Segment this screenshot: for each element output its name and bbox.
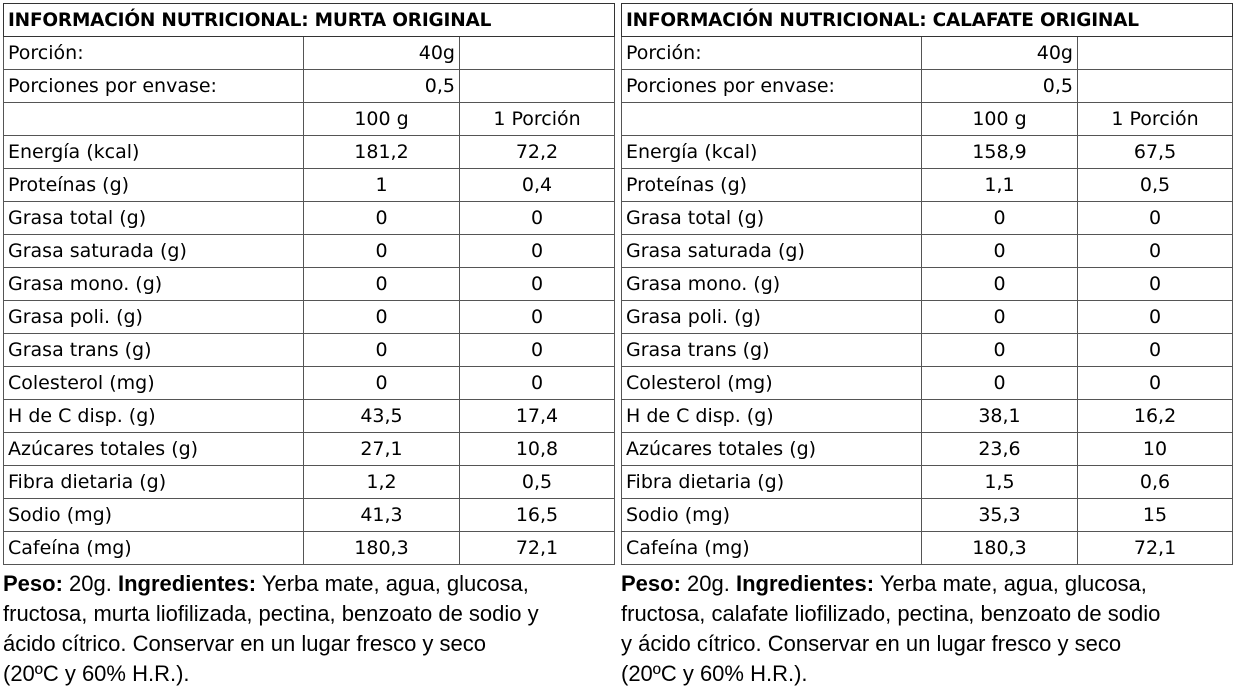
portion-label: Porción: [4, 37, 304, 70]
value-100g: 43,5 [304, 400, 460, 433]
column-header-portion: 1 Porción [1078, 103, 1233, 136]
ingredients-line [621, 569, 1236, 599]
value-100g: 0 [922, 268, 1078, 301]
table-row [4, 235, 615, 268]
table-row [4, 268, 615, 301]
per-pack-value: 0,5 [304, 70, 460, 103]
nutrient-label: Sodio (mg) [4, 499, 304, 532]
ingredients-line-4: (20ºC y 60% H.R.). [621, 661, 808, 686]
table-row [622, 169, 1233, 202]
value-portion: 16,2 [1078, 400, 1233, 433]
nutrient-label: Proteínas (g) [622, 169, 922, 202]
ingredients-label: Ingredientes: [117, 571, 257, 596]
value-100g: 0 [922, 301, 1078, 334]
table-row [4, 400, 615, 433]
column-header-portion: 1 Porción [460, 103, 615, 136]
table-row [622, 334, 1233, 367]
table-title: INFORMACIÓN NUTRICIONAL: MURTA ORIGINAL [4, 4, 615, 37]
nutrient-label: Grasa mono. (g) [622, 268, 922, 301]
table-row [4, 301, 615, 334]
empty-cell [1078, 37, 1233, 70]
nutrient-label: Cafeína (mg) [4, 532, 304, 565]
nutrient-label: Energía (kcal) [622, 136, 922, 169]
value-portion: 0,4 [460, 169, 615, 202]
ingredients-line-2: fructosa, calafate liofilizado, pectina, benzoato de sodio [621, 601, 1161, 626]
value-portion: 0 [1078, 334, 1233, 367]
empty-cell [460, 70, 615, 103]
value-100g: 41,3 [304, 499, 460, 532]
nutrition-table [621, 3, 1233, 565]
value-100g: 38,1 [922, 400, 1078, 433]
table-row [622, 202, 1233, 235]
ingredients-text-murta [3, 569, 618, 689]
ingredients-line-3: ácido cítrico. Conservar en un lugar fresco y seco [3, 631, 487, 656]
nutrient-label: Grasa saturada (g) [622, 235, 922, 268]
value-portion: 72,2 [460, 136, 615, 169]
nutrient-label: Azúcares totales (g) [4, 433, 304, 466]
value-portion: 72,1 [1078, 532, 1233, 565]
table-row [4, 136, 615, 169]
value-100g: 0 [304, 268, 460, 301]
value-portion: 10,8 [460, 433, 615, 466]
value-100g: 0 [304, 367, 460, 400]
value-100g: 0 [304, 301, 460, 334]
weight-value: 20g. [62, 571, 118, 596]
value-100g: 158,9 [922, 136, 1078, 169]
portion-label: Porción: [622, 37, 922, 70]
value-100g: 0 [304, 334, 460, 367]
value-portion: 0 [460, 334, 615, 367]
nutrient-label: Colesterol (mg) [622, 367, 922, 400]
nutrient-label: Grasa poli. (g) [622, 301, 922, 334]
table-row [622, 466, 1233, 499]
nutrient-label: Proteínas (g) [4, 169, 304, 202]
table-row [622, 235, 1233, 268]
table-title-row [4, 4, 615, 37]
nutrient-label: Grasa trans (g) [4, 334, 304, 367]
table-title-row [622, 4, 1233, 37]
table-row [622, 433, 1233, 466]
empty-cell [460, 37, 615, 70]
value-100g: 181,2 [304, 136, 460, 169]
ingredients-line-3: y ácido cítrico. Conservar en un lugar fresco y seco [621, 631, 1122, 656]
nutrient-label: Fibra dietaria (g) [622, 466, 922, 499]
value-portion: 72,1 [460, 532, 615, 565]
portion-row [4, 37, 615, 70]
value-100g: 23,6 [922, 433, 1078, 466]
value-100g: 27,1 [304, 433, 460, 466]
table-row [4, 433, 615, 466]
table-row [622, 268, 1233, 301]
nutrient-label: Azúcares totales (g) [622, 433, 922, 466]
value-100g: 0 [922, 202, 1078, 235]
table-row [622, 400, 1233, 433]
nutrient-label: H de C disp. (g) [4, 400, 304, 433]
per-pack-value: 0,5 [922, 70, 1078, 103]
value-100g: 0 [922, 367, 1078, 400]
nutrient-label: Grasa mono. (g) [4, 268, 304, 301]
table-row [622, 367, 1233, 400]
value-portion: 16,5 [460, 499, 615, 532]
ingredients-line-1: Yerba mate, agua, glucosa, [874, 571, 1147, 596]
portion-value: 40g [304, 37, 460, 70]
table-row [4, 367, 615, 400]
table-row [4, 532, 615, 565]
value-100g: 35,3 [922, 499, 1078, 532]
table-row [4, 169, 615, 202]
table-row [4, 334, 615, 367]
nutrient-label: Colesterol (mg) [4, 367, 304, 400]
nutrition-panel-murta [3, 3, 614, 565]
per-pack-row [622, 70, 1233, 103]
empty-cell [622, 103, 922, 136]
value-100g: 1,2 [304, 466, 460, 499]
value-portion: 0 [1078, 301, 1233, 334]
column-header-row [4, 103, 615, 136]
value-portion: 15 [1078, 499, 1233, 532]
table-row [622, 532, 1233, 565]
table-row [4, 466, 615, 499]
portion-value: 40g [922, 37, 1078, 70]
ingredients-line-4: (20ºC y 60% H.R.). [3, 661, 190, 686]
value-portion: 0 [1078, 268, 1233, 301]
weight-value: 20g. [680, 571, 736, 596]
value-portion: 67,5 [1078, 136, 1233, 169]
value-100g: 180,3 [304, 532, 460, 565]
value-portion: 0 [1078, 202, 1233, 235]
nutrient-label: Grasa total (g) [4, 202, 304, 235]
ingredients-line-2: fructosa, murta liofilizada, pectina, benzoato de sodio y [3, 601, 539, 626]
value-portion: 0,6 [1078, 466, 1233, 499]
value-100g: 1,5 [922, 466, 1078, 499]
nutrient-label: Grasa saturada (g) [4, 235, 304, 268]
value-100g: 1 [304, 169, 460, 202]
value-100g: 0 [922, 235, 1078, 268]
value-portion: 0,5 [460, 466, 615, 499]
value-100g: 0 [304, 235, 460, 268]
value-portion: 10 [1078, 433, 1233, 466]
table-row [4, 202, 615, 235]
column-header-row [622, 103, 1233, 136]
value-100g: 180,3 [922, 532, 1078, 565]
value-100g: 1,1 [922, 169, 1078, 202]
column-header-100g: 100 g [922, 103, 1078, 136]
value-portion: 0 [460, 202, 615, 235]
weight-label: Peso: [3, 571, 63, 596]
value-portion: 0 [460, 301, 615, 334]
table-row [622, 136, 1233, 169]
value-portion: 0 [460, 235, 615, 268]
nutrient-label: H de C disp. (g) [622, 400, 922, 433]
empty-cell [1078, 70, 1233, 103]
per-pack-label: Porciones por envase: [4, 70, 304, 103]
value-portion: 0 [460, 367, 615, 400]
nutrition-table [3, 3, 615, 565]
empty-cell [4, 103, 304, 136]
ingredients-label: Ingredientes: [735, 571, 875, 596]
ingredients-line-1: Yerba mate, agua, glucosa, [256, 571, 529, 596]
value-portion: 0 [1078, 367, 1233, 400]
per-pack-label: Porciones por envase: [622, 70, 922, 103]
table-title: INFORMACIÓN NUTRICIONAL: CALAFATE ORIGINAL [622, 4, 1233, 37]
table-row [4, 499, 615, 532]
ingredients-line [3, 569, 618, 599]
value-portion: 17,4 [460, 400, 615, 433]
nutrient-label: Fibra dietaria (g) [4, 466, 304, 499]
value-100g: 0 [304, 202, 460, 235]
column-header-100g: 100 g [304, 103, 460, 136]
value-portion: 0 [460, 268, 615, 301]
nutrient-label: Grasa total (g) [622, 202, 922, 235]
value-portion: 0,5 [1078, 169, 1233, 202]
nutrient-label: Sodio (mg) [622, 499, 922, 532]
value-portion: 0 [1078, 235, 1233, 268]
table-row [622, 499, 1233, 532]
weight-label: Peso: [621, 571, 681, 596]
portion-row [622, 37, 1233, 70]
nutrient-label: Energía (kcal) [4, 136, 304, 169]
nutrition-panel-calafate [621, 3, 1232, 565]
table-row [622, 301, 1233, 334]
per-pack-row [4, 70, 615, 103]
nutrient-label: Grasa trans (g) [622, 334, 922, 367]
nutrient-label: Cafeína (mg) [622, 532, 922, 565]
value-100g: 0 [922, 334, 1078, 367]
ingredients-text-calafate [621, 569, 1236, 689]
nutrient-label: Grasa poli. (g) [4, 301, 304, 334]
